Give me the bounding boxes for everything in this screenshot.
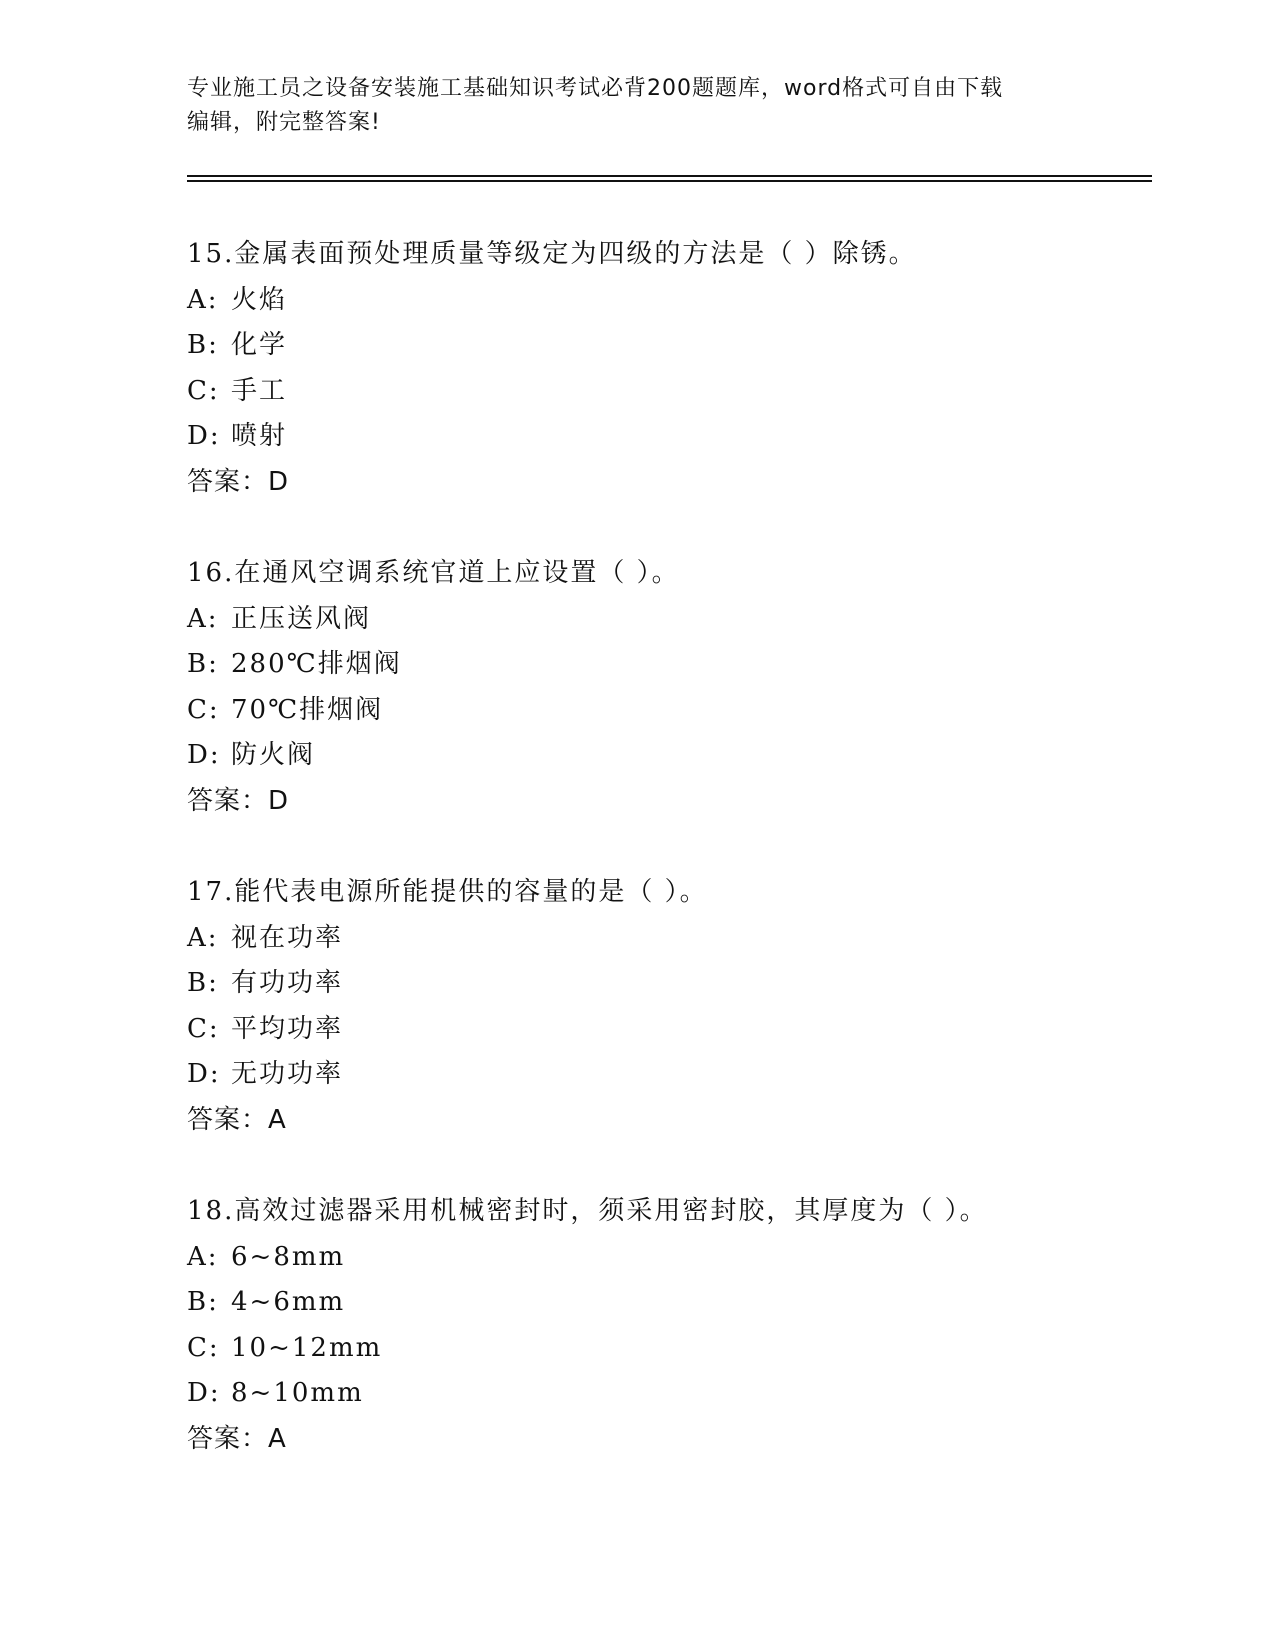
answer-line: 答案：D	[187, 785, 290, 816]
option-key: D:	[187, 1059, 221, 1089]
option-key: B:	[187, 649, 219, 679]
option-key: D:	[187, 421, 221, 451]
option-a	[187, 278, 1147, 324]
option-d	[187, 1371, 1147, 1417]
option-text: 视在功率	[231, 922, 344, 953]
option-key: B:	[187, 968, 219, 998]
header-line-2: 编辑，附完整答案!	[187, 110, 381, 135]
option-c	[187, 369, 1147, 415]
option-key: D:	[187, 1378, 221, 1408]
option-b	[187, 1280, 1147, 1326]
header-divider-bottom	[187, 180, 1152, 182]
question-15	[187, 232, 1147, 505]
option-a	[187, 916, 1147, 962]
option-text: 8~10mm	[231, 1378, 364, 1408]
option-text: 火焰	[231, 284, 288, 315]
option-text: 70℃排烟阀	[231, 694, 384, 725]
option-key: C:	[187, 375, 220, 406]
option-b	[187, 961, 1147, 1007]
option-a	[187, 1235, 1147, 1281]
question-18	[187, 1189, 1147, 1462]
question-stem: 15.金属表面预处理质量等级定为四级的方法是（ ）除锈。	[187, 239, 917, 269]
answer-line: 答案：A	[187, 1423, 287, 1454]
option-d	[187, 1052, 1147, 1098]
option-text: 10~12mm	[231, 1332, 383, 1363]
option-key: C:	[187, 1332, 220, 1363]
option-key: C:	[187, 1013, 220, 1044]
option-b	[187, 323, 1147, 369]
option-text: 无功功率	[231, 1059, 344, 1089]
option-key: A:	[187, 1241, 219, 1272]
option-text: 4~6mm	[231, 1287, 346, 1317]
option-c	[187, 1326, 1147, 1372]
answer-line: 答案：A	[187, 1104, 287, 1135]
option-d	[187, 733, 1147, 779]
option-text: 6~8mm	[231, 1241, 346, 1272]
answer-line: 答案：D	[187, 466, 290, 497]
option-key: B:	[187, 330, 219, 360]
question-stem: 16.在通风空调系统官道上应设置（ ）。	[187, 558, 680, 588]
option-text: 平均功率	[231, 1013, 344, 1044]
question-17	[187, 870, 1147, 1143]
option-key: D:	[187, 740, 221, 770]
option-text: 化学	[231, 330, 288, 360]
option-text: 280℃排烟阀	[231, 649, 402, 679]
option-a	[187, 597, 1147, 643]
option-text: 手工	[231, 375, 288, 406]
option-text: 正压送风阀	[231, 603, 372, 634]
option-text: 喷射	[231, 421, 288, 451]
option-key: A:	[187, 284, 219, 315]
option-text: 有功功率	[231, 968, 344, 998]
question-16	[187, 551, 1147, 824]
option-key: A:	[187, 922, 219, 953]
option-key: C:	[187, 694, 220, 725]
option-d	[187, 414, 1147, 460]
option-b	[187, 642, 1147, 688]
header-divider-top	[187, 175, 1152, 177]
option-c	[187, 688, 1147, 734]
question-stem: 17.能代表电源所能提供的容量的是（ ）。	[187, 877, 708, 907]
header-line-1: 专业施工员之设备安装施工基础知识考试必背200题题库，word格式可自由下载	[187, 76, 1004, 101]
option-c	[187, 1007, 1147, 1053]
question-stem: 18.高效过滤器采用机械密封时，须采用密封胶，其厚度为（ ）。	[187, 1196, 988, 1226]
option-key: B:	[187, 1287, 219, 1317]
option-key: A:	[187, 603, 219, 634]
document-header	[187, 72, 1087, 140]
option-text: 防火阀	[231, 740, 316, 770]
question-list	[187, 232, 1147, 1508]
